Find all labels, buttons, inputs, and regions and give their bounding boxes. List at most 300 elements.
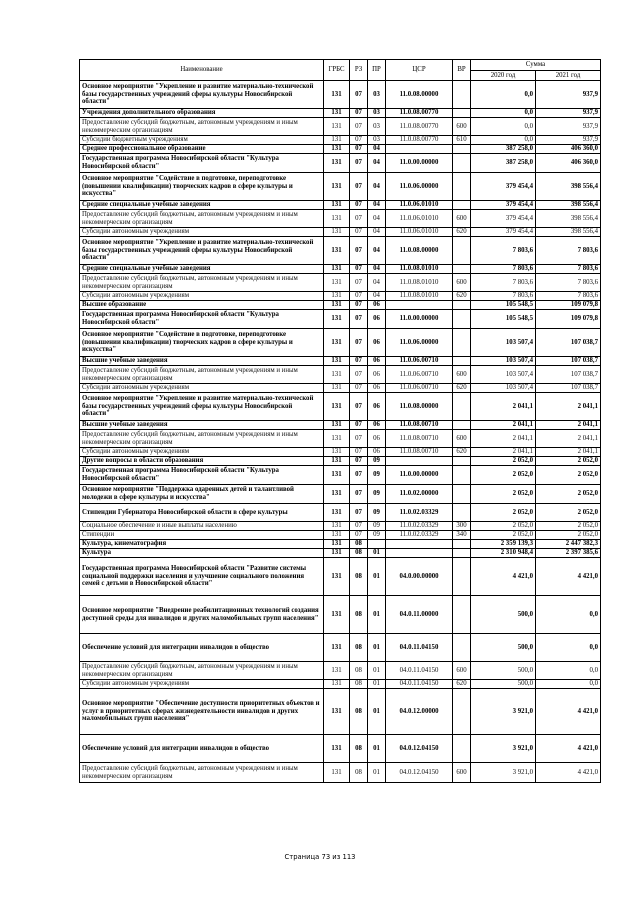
cell-2020: 500,0 <box>471 680 536 689</box>
cell-name: Обеспечение условий для интеграции инвалидов в общество <box>80 634 324 662</box>
cell-csr: 11.0.08.00710 <box>386 430 453 448</box>
cell-grbs: 131 <box>324 210 350 228</box>
cell-name: Субсидии бюджетным учреждениям <box>80 136 324 145</box>
cell-grbs: 131 <box>324 531 350 540</box>
cell-name: Высшие учебные заведения <box>80 421 324 430</box>
cell-name: Субсидии автономным учреждениям <box>80 448 324 457</box>
cell-csr: 04.0.12.00000 <box>386 689 453 735</box>
header-csr: ЦСР <box>386 60 453 81</box>
cell-name: Основное мероприятие "Укрепление и развитие материально-технической базы государственных учреждений сферы культуры Новосибирской области" <box>80 81 324 109</box>
table-row <box>80 485 601 504</box>
cell-name: Культура <box>80 549 324 558</box>
cell-csr <box>386 540 453 549</box>
cell-2021: 406 360,0 <box>536 145 601 154</box>
cell-pr <box>368 540 386 549</box>
cell-vr: 340 <box>453 531 471 540</box>
cell-csr <box>386 145 453 154</box>
cell-pr: 09 <box>368 466 386 485</box>
cell-grbs: 131 <box>324 154 350 173</box>
table-row <box>80 292 601 301</box>
header-rz: РЗ <box>350 60 368 81</box>
cell-pr: 06 <box>368 430 386 448</box>
cell-vr: 300 <box>453 522 471 531</box>
cell-2020: 103 507,4 <box>471 384 536 393</box>
cell-rz: 07 <box>350 430 368 448</box>
cell-name: Высшее образование <box>80 301 324 310</box>
cell-2021: 4 421,0 <box>536 558 601 596</box>
cell-grbs: 131 <box>324 558 350 596</box>
cell-pr: 06 <box>368 384 386 393</box>
cell-pr: 01 <box>368 735 386 763</box>
cell-pr: 04 <box>368 154 386 173</box>
table-row <box>80 201 601 210</box>
table-row <box>80 173 601 201</box>
cell-vr: 610 <box>453 136 471 145</box>
cell-name: Средние специальные учебные заведения <box>80 265 324 274</box>
cell-vr <box>453 154 471 173</box>
table-row <box>80 558 601 596</box>
cell-rz: 07 <box>350 81 368 109</box>
cell-2020: 2 052,0 <box>471 504 536 522</box>
cell-rz: 07 <box>350 210 368 228</box>
cell-vr <box>453 173 471 201</box>
cell-2021: 398 556,4 <box>536 228 601 237</box>
cell-rz: 08 <box>350 662 368 680</box>
cell-pr: 01 <box>368 596 386 634</box>
table-row <box>80 596 601 634</box>
table-row <box>80 145 601 154</box>
cell-2020: 4 421,0 <box>471 558 536 596</box>
cell-csr: 11.0.08.00770 <box>386 118 453 136</box>
cell-vr <box>453 540 471 549</box>
cell-2020: 2 041,1 <box>471 393 536 421</box>
cell-grbs: 131 <box>324 384 350 393</box>
cell-name: Основное мероприятие "Внедрение реабилитационных технологий создания доступной среды для инвалидов и других маломобильных групп населения" <box>80 596 324 634</box>
cell-pr: 06 <box>368 357 386 366</box>
cell-2020: 379 454,4 <box>471 228 536 237</box>
cell-rz: 08 <box>350 558 368 596</box>
cell-vr <box>453 549 471 558</box>
cell-name: Предоставление субсидий бюджетным, автономным учреждениям и иным некоммерческим организациям <box>80 118 324 136</box>
cell-2021: 937,9 <box>536 81 601 109</box>
table-row <box>80 310 601 329</box>
cell-grbs: 131 <box>324 109 350 118</box>
cell-2020: 0,0 <box>471 81 536 109</box>
cell-csr <box>386 301 453 310</box>
cell-pr: 04 <box>368 265 386 274</box>
table-row <box>80 466 601 485</box>
cell-pr: 09 <box>368 504 386 522</box>
table-row <box>80 549 601 558</box>
table-row <box>80 154 601 173</box>
table-row <box>80 118 601 136</box>
table-row <box>80 366 601 384</box>
cell-pr: 06 <box>368 329 386 357</box>
cell-name: Другие вопросы в области образования <box>80 457 324 466</box>
cell-2021: 4 421,0 <box>536 689 601 735</box>
cell-vr: 620 <box>453 448 471 457</box>
cell-name: Средние специальные учебные заведения <box>80 201 324 210</box>
cell-rz: 07 <box>350 485 368 504</box>
cell-grbs: 131 <box>324 136 350 145</box>
cell-grbs: 131 <box>324 763 350 783</box>
cell-rz: 07 <box>350 118 368 136</box>
cell-csr: 11.0.08.00000 <box>386 81 453 109</box>
table-row <box>80 540 601 549</box>
cell-csr <box>386 457 453 466</box>
cell-2021: 2 052,0 <box>536 466 601 485</box>
table-row <box>80 357 601 366</box>
cell-2021: 937,9 <box>536 118 601 136</box>
cell-pr: 01 <box>368 634 386 662</box>
cell-grbs: 131 <box>324 301 350 310</box>
cell-2020: 387 258,0 <box>471 145 536 154</box>
cell-rz: 07 <box>350 366 368 384</box>
cell-csr: 11.0.06.01010 <box>386 228 453 237</box>
table-row <box>80 448 601 457</box>
cell-2021: 0,0 <box>536 662 601 680</box>
cell-rz: 07 <box>350 329 368 357</box>
cell-rz: 08 <box>350 634 368 662</box>
cell-vr <box>453 265 471 274</box>
cell-name: Субсидии автономным учреждениям <box>80 384 324 393</box>
cell-rz: 07 <box>350 237 368 265</box>
cell-2021: 2 052,0 <box>536 485 601 504</box>
cell-2021: 0,0 <box>536 680 601 689</box>
cell-2020: 0,0 <box>471 109 536 118</box>
cell-csr: 11.0.00.00000 <box>386 310 453 329</box>
cell-name: Предоставление субсидий бюджетным, автономным учреждениям и иным некоммерческим организациям <box>80 662 324 680</box>
cell-grbs: 131 <box>324 265 350 274</box>
cell-rz: 07 <box>350 136 368 145</box>
table-row <box>80 634 601 662</box>
table-row <box>80 228 601 237</box>
table-row <box>80 384 601 393</box>
cell-2020: 379 454,4 <box>471 210 536 228</box>
cell-vr: 600 <box>453 662 471 680</box>
cell-name: Основное мероприятие "Обеспечение доступности приоритетных объектов и услуг в приоритетных сферах жизнедеятельности инвалидов и других маломобильных групп населения" <box>80 689 324 735</box>
page-footer: Страница 73 из 113 <box>284 853 356 861</box>
cell-grbs: 131 <box>324 662 350 680</box>
cell-name: Предоставление субсидий бюджетным, автономным учреждениям и иным некоммерческим организациям <box>80 763 324 783</box>
cell-2020: 7 803,6 <box>471 265 536 274</box>
cell-vr: 600 <box>453 274 471 292</box>
cell-vr: 600 <box>453 763 471 783</box>
cell-pr: 04 <box>368 237 386 265</box>
cell-pr: 04 <box>368 210 386 228</box>
cell-2021: 398 556,4 <box>536 173 601 201</box>
cell-pr: 04 <box>368 292 386 301</box>
cell-vr: 620 <box>453 384 471 393</box>
cell-vr <box>453 301 471 310</box>
cell-pr: 04 <box>368 201 386 210</box>
cell-grbs: 131 <box>324 680 350 689</box>
cell-grbs: 131 <box>324 274 350 292</box>
cell-2021: 7 803,6 <box>536 274 601 292</box>
cell-pr: 06 <box>368 310 386 329</box>
table-row <box>80 265 601 274</box>
cell-grbs: 131 <box>324 393 350 421</box>
table-row <box>80 421 601 430</box>
cell-csr <box>386 549 453 558</box>
table-row <box>80 393 601 421</box>
cell-pr: 04 <box>368 228 386 237</box>
cell-rz: 08 <box>350 763 368 783</box>
header-pr: ПР <box>368 60 386 81</box>
cell-2021: 2 052,0 <box>536 457 601 466</box>
cell-name: Учреждения дополнительного образования <box>80 109 324 118</box>
cell-grbs: 131 <box>324 329 350 357</box>
cell-vr: 600 <box>453 366 471 384</box>
cell-rz: 07 <box>350 531 368 540</box>
cell-2021: 107 038,7 <box>536 366 601 384</box>
table-row <box>80 430 601 448</box>
cell-vr <box>453 596 471 634</box>
cell-2020: 2 041,1 <box>471 421 536 430</box>
cell-csr: 11.0.06.00710 <box>386 366 453 384</box>
cell-rz: 08 <box>350 680 368 689</box>
table-row <box>80 689 601 735</box>
cell-grbs: 131 <box>324 466 350 485</box>
cell-csr: 11.0.00.00000 <box>386 466 453 485</box>
header-vr: ВР <box>453 60 471 81</box>
budget-table <box>79 59 601 783</box>
cell-vr <box>453 457 471 466</box>
cell-rz: 07 <box>350 292 368 301</box>
cell-csr: 11.0.02.00000 <box>386 485 453 504</box>
cell-csr: 11.0.08.00000 <box>386 393 453 421</box>
cell-grbs: 131 <box>324 421 350 430</box>
cell-2021: 7 803,6 <box>536 292 601 301</box>
table-row <box>80 237 601 265</box>
cell-rz: 07 <box>350 448 368 457</box>
cell-grbs: 131 <box>324 689 350 735</box>
cell-rz: 07 <box>350 522 368 531</box>
cell-2020: 2 041,1 <box>471 430 536 448</box>
cell-csr: 04.0.12.04150 <box>386 763 453 783</box>
cell-2020: 3 921,0 <box>471 689 536 735</box>
cell-vr: 620 <box>453 228 471 237</box>
cell-pr: 03 <box>368 136 386 145</box>
table-row <box>80 301 601 310</box>
cell-csr: 11.0.00.00000 <box>386 154 453 173</box>
cell-vr <box>453 485 471 504</box>
cell-rz: 07 <box>350 421 368 430</box>
table-body <box>80 81 601 783</box>
cell-2020: 2 052,0 <box>471 466 536 485</box>
cell-name: Основное мероприятие "Поддержка одаренных детей и талантливой молодежи в сфере культуры и искусства" <box>80 485 324 504</box>
header-grbs: ГРБС <box>324 60 350 81</box>
cell-grbs: 131 <box>324 540 350 549</box>
cell-vr: 620 <box>453 680 471 689</box>
cell-vr <box>453 201 471 210</box>
cell-rz: 07 <box>350 301 368 310</box>
cell-2021: 0,0 <box>536 634 601 662</box>
cell-csr: 04.0.12.04150 <box>386 735 453 763</box>
cell-name: Основное мероприятие "Содействие в подготовке, переподготовке (повышении квалификации) творческих кадров в сфере культуры и искусства" <box>80 329 324 357</box>
cell-name: Предоставление субсидий бюджетным, автономным учреждениям и иным некоммерческим организациям <box>80 366 324 384</box>
cell-csr: 11.0.08.00710 <box>386 448 453 457</box>
cell-vr <box>453 558 471 596</box>
cell-vr <box>453 466 471 485</box>
header-2020: 2020 год <box>471 71 536 81</box>
cell-rz: 08 <box>350 540 368 549</box>
cell-name: Субсидии автономным учреждениям <box>80 680 324 689</box>
cell-grbs: 131 <box>324 228 350 237</box>
cell-pr: 01 <box>368 549 386 558</box>
cell-pr: 06 <box>368 448 386 457</box>
cell-vr <box>453 145 471 154</box>
cell-name: Культура, кинематография <box>80 540 324 549</box>
cell-vr <box>453 81 471 109</box>
table-row <box>80 531 601 540</box>
cell-2021: 2 041,1 <box>536 430 601 448</box>
cell-2020: 2 052,0 <box>471 485 536 504</box>
cell-name: Субсидии автономным учреждениям <box>80 292 324 301</box>
cell-name: Стипендии Губернатора Новосибирской области в сфере культуры <box>80 504 324 522</box>
table-row <box>80 136 601 145</box>
cell-name: Государственная программа Новосибирской области "Культура Новосибирской области" <box>80 466 324 485</box>
cell-csr: 11.0.02.03329 <box>386 504 453 522</box>
cell-rz: 08 <box>350 549 368 558</box>
cell-vr <box>453 329 471 357</box>
cell-2020: 500,0 <box>471 634 536 662</box>
table-row <box>80 210 601 228</box>
cell-pr: 04 <box>368 173 386 201</box>
cell-grbs: 131 <box>324 634 350 662</box>
cell-grbs: 131 <box>324 201 350 210</box>
table-row <box>80 680 601 689</box>
cell-2021: 107 038,7 <box>536 329 601 357</box>
cell-csr: 11.0.08.01010 <box>386 265 453 274</box>
cell-2021: 0,0 <box>536 596 601 634</box>
cell-name: Государственная программа Новосибирской области "Культура Новосибирской области" <box>80 154 324 173</box>
cell-name: Основное мероприятие "Укрепление и развитие материально-технической базы государственных учреждений сферы культуры Новосибирской области" <box>80 237 324 265</box>
cell-rz: 07 <box>350 457 368 466</box>
cell-csr: 11.0.08.01010 <box>386 292 453 301</box>
cell-2021: 107 038,7 <box>536 357 601 366</box>
cell-vr <box>453 634 471 662</box>
cell-2021: 406 360,0 <box>536 154 601 173</box>
cell-2021: 109 079,8 <box>536 310 601 329</box>
cell-2021: 7 803,6 <box>536 265 601 274</box>
cell-vr: 600 <box>453 430 471 448</box>
cell-grbs: 131 <box>324 237 350 265</box>
cell-vr: 620 <box>453 292 471 301</box>
cell-pr: 09 <box>368 457 386 466</box>
cell-2020: 379 454,4 <box>471 201 536 210</box>
cell-csr: 04.0.11.04150 <box>386 680 453 689</box>
cell-rz: 07 <box>350 265 368 274</box>
cell-2021: 2 052,0 <box>536 522 601 531</box>
cell-2020: 2 052,0 <box>471 457 536 466</box>
cell-2021: 4 421,0 <box>536 735 601 763</box>
cell-2020: 105 548,5 <box>471 310 536 329</box>
cell-name: Предоставление субсидий бюджетным, автономным учреждениям и иным некоммерческим организациям <box>80 274 324 292</box>
cell-grbs: 131 <box>324 430 350 448</box>
cell-rz: 07 <box>350 201 368 210</box>
cell-pr: 01 <box>368 662 386 680</box>
cell-pr: 01 <box>368 558 386 596</box>
cell-2021: 398 556,4 <box>536 210 601 228</box>
cell-pr: 01 <box>368 680 386 689</box>
cell-grbs: 131 <box>324 173 350 201</box>
cell-rz: 07 <box>350 228 368 237</box>
cell-vr <box>453 689 471 735</box>
cell-2020: 7 803,6 <box>471 292 536 301</box>
cell-pr: 09 <box>368 485 386 504</box>
cell-rz: 07 <box>350 310 368 329</box>
cell-pr: 06 <box>368 301 386 310</box>
table-row <box>80 457 601 466</box>
cell-2020: 2 052,0 <box>471 522 536 531</box>
cell-name: Предоставление субсидий бюджетным, автономным учреждениям и иным некоммерческим организациям <box>80 210 324 228</box>
cell-name: Стипендии <box>80 531 324 540</box>
cell-name: Среднее профессиональное образование <box>80 145 324 154</box>
cell-csr: 11.0.02.03329 <box>386 531 453 540</box>
cell-name: Государственная программа Новосибирской области "Культура Новосибирской области" <box>80 310 324 329</box>
cell-2021: 937,9 <box>536 109 601 118</box>
cell-csr: 11.0.06.00710 <box>386 357 453 366</box>
cell-grbs: 131 <box>324 292 350 301</box>
cell-vr <box>453 421 471 430</box>
cell-grbs: 131 <box>324 549 350 558</box>
cell-vr <box>453 504 471 522</box>
cell-2020: 2 359 139,3 <box>471 540 536 549</box>
cell-csr: 11.0.06.00000 <box>386 329 453 357</box>
cell-vr <box>453 393 471 421</box>
table-row <box>80 81 601 109</box>
cell-vr <box>453 310 471 329</box>
table-row <box>80 735 601 763</box>
cell-csr: 11.0.06.00000 <box>386 173 453 201</box>
cell-rz: 07 <box>350 173 368 201</box>
cell-2021: 398 556,4 <box>536 201 601 210</box>
cell-pr: 04 <box>368 145 386 154</box>
table-row <box>80 504 601 522</box>
table-header <box>80 60 601 81</box>
cell-rz: 07 <box>350 393 368 421</box>
cell-pr: 04 <box>368 274 386 292</box>
cell-name: Социальное обеспечение и иные выплаты населению <box>80 522 324 531</box>
cell-grbs: 131 <box>324 145 350 154</box>
cell-2021: 2 447 382,3 <box>536 540 601 549</box>
cell-rz: 08 <box>350 735 368 763</box>
cell-csr: 11.0.08.00710 <box>386 421 453 430</box>
cell-2020: 3 921,0 <box>471 735 536 763</box>
cell-2020: 500,0 <box>471 596 536 634</box>
cell-2021: 2 397 385,6 <box>536 549 601 558</box>
cell-csr: 11.0.08.00770 <box>386 136 453 145</box>
cell-csr: 04.0.11.00000 <box>386 596 453 634</box>
table-row <box>80 274 601 292</box>
cell-rz: 08 <box>350 596 368 634</box>
cell-rz: 07 <box>350 504 368 522</box>
cell-2021: 2 041,1 <box>536 421 601 430</box>
cell-grbs: 131 <box>324 522 350 531</box>
cell-2020: 103 507,4 <box>471 366 536 384</box>
cell-2021: 4 421,0 <box>536 763 601 783</box>
cell-grbs: 131 <box>324 504 350 522</box>
cell-pr: 06 <box>368 366 386 384</box>
cell-grbs: 131 <box>324 118 350 136</box>
cell-2021: 2 041,1 <box>536 448 601 457</box>
cell-name: Субсидии автономным учреждениям <box>80 228 324 237</box>
cell-grbs: 131 <box>324 310 350 329</box>
cell-pr: 03 <box>368 81 386 109</box>
cell-vr: 600 <box>453 210 471 228</box>
cell-name: Основное мероприятие "Укрепление и развитие материально-технической базы государственных учреждений сферы культуры Новосибирской области" <box>80 393 324 421</box>
